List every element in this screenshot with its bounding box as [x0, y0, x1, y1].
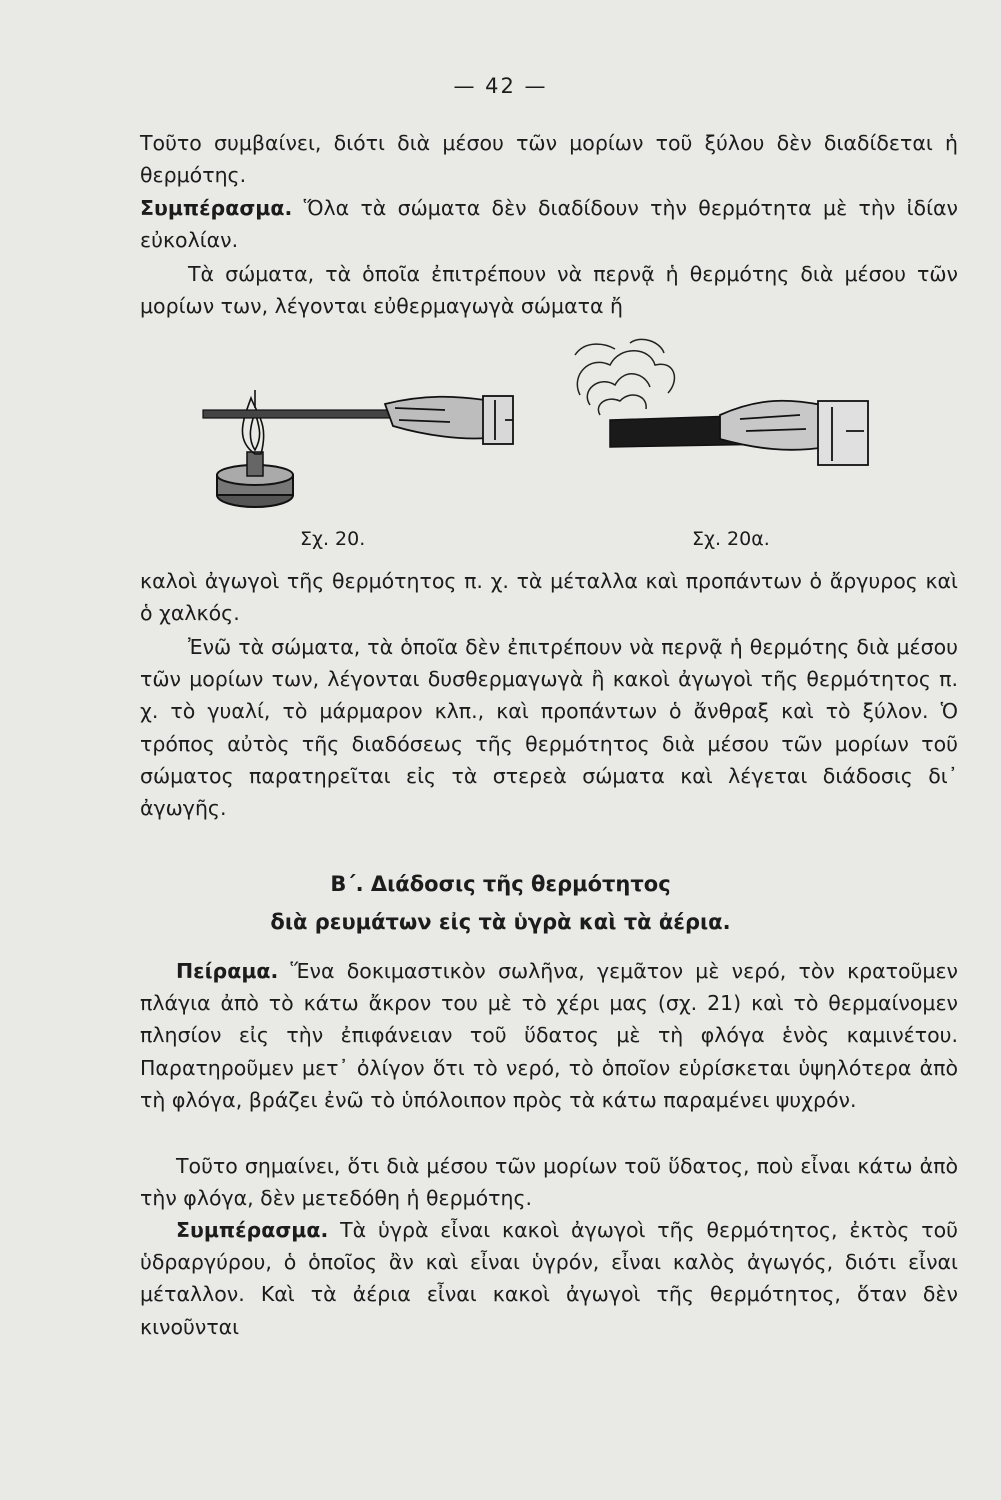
paragraph-2-text: Ὅλα τὰ σώματα δὲν διαδίδουν τὴν θερμότητα μὲ τὴν ἰδίαν εὐκολίαν. — [140, 196, 958, 253]
figure-20-illustration — [195, 380, 525, 520]
section-heading: Β΄. Διάδοσις τῆς θερμότητος — [330, 872, 671, 896]
metal-rod-icon — [203, 410, 403, 418]
hand-icon — [720, 401, 868, 465]
paragraph-4: καλοὶ ἀγωγοὶ τῆς θερμότητος π. χ. τὰ μέταλλα καὶ προπάντων ὁ ἄργυρος καὶ ὁ χαλκός. — [140, 569, 958, 626]
conclusion-label: Συμπέρασμα. — [140, 196, 293, 220]
paragraph-6-text: Ἕνα δοκιμαστικὸν σωλῆνα, γεμᾶτον μὲ νερό, τὸν κρατοῦμεν πλάγια ἀπὸ τὸ κάτω ἄκρον του μὲ τὸ χέρι μας (σχ. 21) καὶ τὸ θερμαίνομεν πλησίον εἰς τὴν ἐπιφάνειαν τοῦ ὕδατος μὲ τὴ φλόγα ἑνὸς καμινέτου. Παρατηροῦμεν μετ᾽ ὀλίγον ὅτι τὸ νερό, τὸ ὁποῖον εὑρίσκεται ὑψηλότερα ἀπὸ τὴ φλόγα, βράζει ἐνῶ τὸ ὑπόλοιπον πρὸς τὰ κάτω παραμένει ψυχρόν. — [140, 959, 958, 1112]
figure-20a-caption: Σχ. 20α. — [692, 528, 770, 550]
smoke-icon — [575, 339, 674, 415]
paragraph-5: Ἐνῶ τὰ σώματα, τὰ ὁποῖα δὲν ἐπιτρέπουν νὰ περνᾷ ἡ θερμότης διὰ μέσου τῶν μορίων των, λέγονται δυσθερμαγωγὰ ἢ κακοὶ ἀγωγοὶ τῆς θερμότητος π. χ. τὸ γυαλί, τὸ μάρμαρον κλπ., καὶ προπάντων ὁ ἄνθραξ καὶ τὸ ξύλον. Ὁ τρόπος αὐτὸς τῆς διαδόσεως τῆς θερμότητος διὰ μέσου τῶν μορίων τοῦ σώματος παρατηρεῖται εἰς τὰ στερεὰ σώματα καὶ λέγεται διάδοσις δι᾽ ἀγωγῆς. — [140, 635, 958, 821]
hand-icon — [385, 396, 513, 444]
paragraph-8 — [140, 1214, 958, 1343]
paragraph-2 — [140, 192, 958, 256]
page-number: — 42 — — [453, 74, 548, 98]
figure-20a-illustration — [560, 335, 880, 485]
paragraph-3: Τὰ σώματα, τὰ ὁποῖα ἐπιτρέπουν νὰ περνᾷ ἡ θερμότης διὰ μέσου τῶν μορίων των, λέγονται εὐθερμαγωγὰ σώματα ἤ — [140, 262, 958, 319]
figure-20-caption: Σχ. 20. — [300, 528, 366, 550]
paragraph-7: Τοῦτο σημαίνει, ὅτι διὰ μέσου τῶν μορίων τοῦ ὕδατος, ποὺ εἶναι κάτω ἀπὸ τὴν φλόγα, δὲν μετεδόθη ἡ θερμότης. — [140, 1154, 958, 1211]
paragraph-8-text: Τὰ ὑγρὰ εἶναι κακοὶ ἀγωγοὶ τῆς θερμότητος, ἐκτὸς τοῦ ὑδραργύρου, ὁ ὁποῖος ἂν καὶ εἶναι ὑγρόν, εἶναι καλὸς ἀγωγός, διότι εἶναι μέταλλον. Καὶ τὰ ἀέρια εἶναι κακοὶ ἀγωγοὶ τῆς θερμότητος, ὅταν δὲν κινοῦνται — [140, 1218, 958, 1339]
experiment-label: Πείραμα. — [176, 959, 279, 983]
section-subheading: διὰ ρευμάτων εἰς τὰ ὑγρὰ καὶ τὰ ἀέρια. — [270, 910, 731, 934]
paragraph-1: Τοῦτο συμβαίνει, διότι διὰ μέσου τῶν μορίων τοῦ ξύλου δὲν διαδίδεται ἡ θερμότης. — [140, 131, 958, 188]
paragraph-6 — [140, 955, 958, 1116]
burner-icon — [217, 452, 293, 507]
flame-icon — [242, 390, 263, 454]
conclusion-label-2: Συμπέρασμα. — [176, 1218, 329, 1242]
